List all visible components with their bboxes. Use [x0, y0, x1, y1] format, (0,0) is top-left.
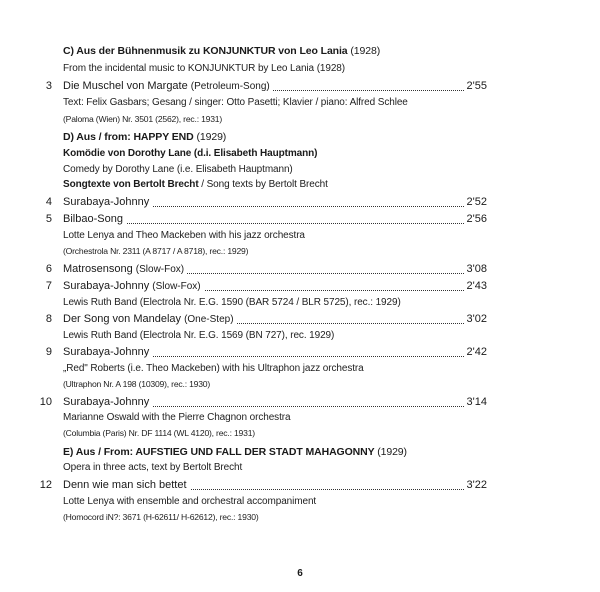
track-recording: (Ultraphon Nr. A 198 (10309), rec.: 1930) — [63, 379, 211, 389]
track-title: Der Song von Mandelay (One-Step) — [63, 313, 237, 325]
page-number: 6 — [297, 568, 303, 579]
track-row-7 — [0, 280, 600, 296]
track-note: Lotte Lenya and Theo Mackeben with his jazz orchestra — [63, 230, 305, 241]
section-d-subtitle-de: Komödie von Dorothy Lane (d.i. Elisabeth Hauptmann) — [63, 148, 318, 159]
track-row-12 — [0, 479, 600, 495]
section-e-heading — [63, 446, 407, 458]
track-note: Lewis Ruth Band (Electrola Nr. E.G. 1590 (BAR 5724 / BLR 5725), rec.: 1929) — [63, 297, 401, 308]
track-row-9 — [0, 346, 600, 362]
track-title: Die Muschel von Margate (Petroleum-Song) — [63, 80, 273, 92]
track-duration: 3'02 — [464, 313, 487, 325]
track-note: „Red" Roberts (i.e. Theo Mackeben) with his Ultraphon jazz orchestra — [63, 363, 364, 374]
track-row-4 — [0, 196, 600, 212]
track-row-10 — [0, 396, 600, 412]
track-duration: 2'56 — [464, 213, 487, 225]
track-duration: 3'22 — [464, 479, 487, 491]
track-title: Surabaya-Johnny — [63, 196, 152, 208]
section-d-year: (1929) — [196, 131, 227, 143]
track-note: Lotte Lenya with ensemble and orchestral accompaniment — [63, 496, 317, 507]
section-d-lyrics-credit: Songtexte von Bertolt Brecht / Song texts by Bertolt Brecht — [63, 179, 328, 190]
track-duration: 3'14 — [464, 396, 487, 408]
track-number: 8 — [45, 313, 52, 325]
track-duration: 2'43 — [464, 280, 487, 292]
track-number: 4 — [45, 196, 52, 208]
track-number: 10 — [39, 396, 52, 408]
track-duration: 2'52 — [464, 196, 487, 208]
track-number: 9 — [45, 346, 52, 358]
section-d-subtitle-en: Comedy by Dorothy Lane (i.e. Elisabeth Hauptmann) — [63, 164, 293, 175]
track-number: 12 — [39, 479, 52, 491]
track-recording: (Homocord iN?: 3671 (H-62611/ H-62612), rec.: 1930) — [63, 512, 259, 522]
track-duration: 3'08 — [464, 263, 487, 275]
section-e-subtitle: Opera in three acts, text by Bertolt Brecht — [63, 462, 243, 473]
section-c-heading — [63, 45, 380, 57]
section-d-title: D) Aus / from: HAPPY END — [63, 131, 194, 143]
track-number: 5 — [45, 213, 52, 225]
section-d-heading — [63, 131, 226, 143]
section-e-title: E) Aus / From: AUFSTIEG UND FALL DER STADT MAHAGONNY — [63, 446, 375, 458]
track-row-5 — [0, 213, 600, 229]
section-c-year: (1928) — [350, 45, 381, 57]
track-number: 6 — [45, 263, 52, 275]
track-row-3 — [0, 80, 600, 96]
section-e-year: (1929) — [377, 446, 407, 458]
track-number: 3 — [45, 80, 52, 92]
track-duration: 2'42 — [464, 346, 487, 358]
track-number: 7 — [45, 280, 52, 292]
track-note: Text: Felix Gasbars; Gesang / singer: Otto Pasetti; Klavier / piano: Alfred Schlee — [63, 97, 408, 108]
track-title: Denn wie man sich bettet — [63, 479, 190, 491]
track-recording: (Paloma (Wien) Nr. 3501 (2562), rec.: 1931) — [63, 114, 223, 124]
track-title: Surabaya-Johnny (Slow-Fox) — [63, 280, 204, 292]
track-duration: 2'55 — [464, 80, 487, 92]
track-title: Bilbao-Song — [63, 213, 126, 225]
section-c-subtitle: From the incidental music to KONJUNKTUR by Leo Lania (1928) — [63, 63, 345, 74]
track-note: Marianne Oswald with the Pierre Chagnon orchestra — [63, 412, 291, 423]
track-recording: (Orchestrola Nr. 2311 (A 8717 / A 8718), rec.: 1929) — [63, 246, 249, 256]
track-title: Surabaya-Johnny — [63, 396, 152, 408]
track-recording: (Columbia (Paris) Nr. DF 1114 (WL 4120), rec.: 1931) — [63, 428, 255, 438]
track-title: Surabaya-Johnny — [63, 346, 152, 358]
track-title: Matrosensong (Slow-Fox) — [63, 263, 187, 275]
track-row-6 — [0, 263, 600, 279]
track-row-8 — [0, 313, 600, 329]
section-c-title: C) Aus der Bühnenmusik zu KONJUNKTUR von Leo Lania — [63, 45, 348, 57]
track-note: Lewis Ruth Band (Electrola Nr. E.G. 1569 (BN 727), rec. 1929) — [63, 330, 335, 341]
